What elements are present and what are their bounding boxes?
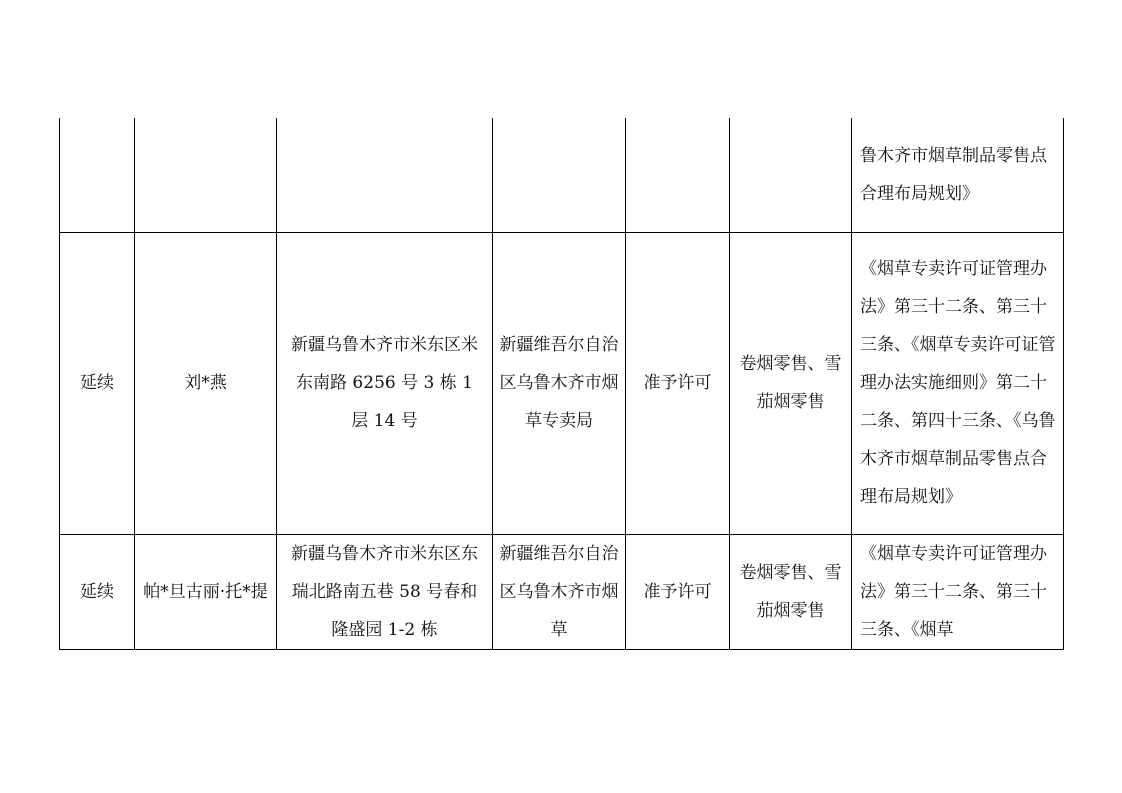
applicant-name-cell: 刘*燕 [135,232,277,534]
license-type-cell [60,118,135,232]
issuing-authority-cell: 新疆维吾尔自治区乌鲁木齐市烟草 [493,534,626,649]
license-type-cell: 延续 [60,232,135,534]
table-row [60,534,1064,649]
table-row [60,118,1064,232]
business-scope-cell [730,118,852,232]
table-row [60,232,1064,534]
license-type-cell: 延续 [60,534,135,649]
applicant-name-cell: 帕*旦古丽·托*提 [135,534,277,649]
business-address-cell: 新疆乌鲁木齐市米东区米东南路 6256 号 3 栋 1 层 14 号 [277,232,493,534]
business-address-cell [277,118,493,232]
issuing-authority-cell: 新疆维吾尔自治区乌鲁木齐市烟草专卖局 [493,232,626,534]
legal-basis-cell: 《烟草专卖许可证管理办法》第三十二条、第三十三条、《烟草专卖许可证管理办法实施细则》第二十二条、第四十三条、《乌鲁木齐市烟草制品零售点合理布局规划》 [852,232,1064,534]
legal-basis-cell: 《烟草专卖许可证管理办法》第三十二条、第三十三条、《烟草 [852,534,1064,649]
business-address-cell: 新疆乌鲁木齐市米东区东瑞北路南五巷 58 号春和隆盛园 1-2 栋 [277,534,493,649]
decision-cell: 准予许可 [626,232,730,534]
license-table [59,118,1064,650]
applicant-name-cell [135,118,277,232]
legal-basis-cell: 鲁木齐市烟草制品零售点合理布局规划》 [852,118,1064,232]
decision-cell: 准予许可 [626,534,730,649]
business-scope-cell: 卷烟零售、雪茄烟零售 [730,232,852,534]
issuing-authority-cell [493,118,626,232]
decision-cell [626,118,730,232]
business-scope-cell: 卷烟零售、雪茄烟零售 [730,534,852,649]
